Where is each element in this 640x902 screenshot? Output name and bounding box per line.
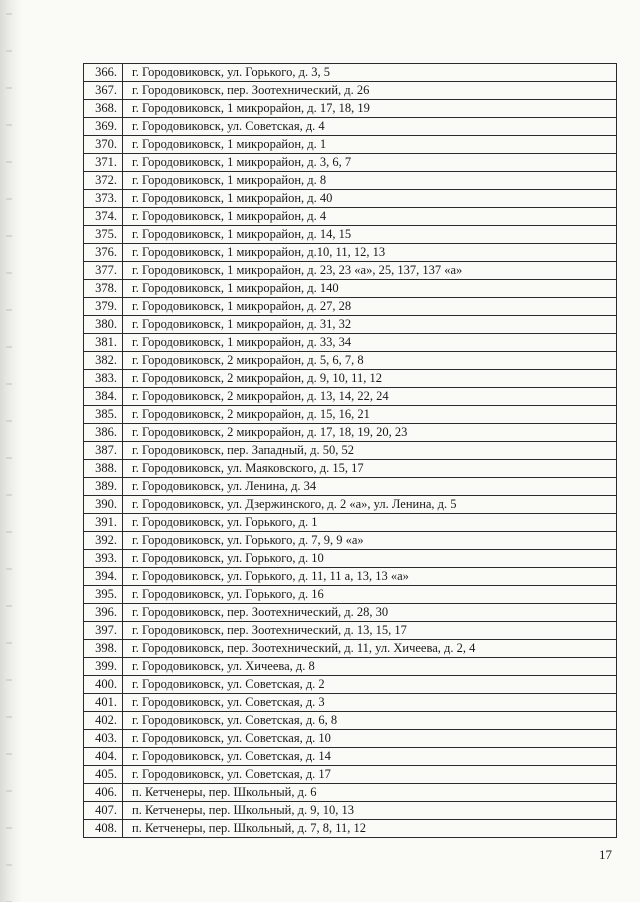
table-row xyxy=(84,640,617,658)
row-address: г. Городовиковск, ул. Горького, д. 3, 5 xyxy=(123,64,617,82)
row-number: 381. xyxy=(84,334,123,352)
row-address: г. Городовиковск, 1 микрорайон, д. 27, 28 xyxy=(123,298,617,316)
row-number: 385. xyxy=(84,406,123,424)
row-number: 396. xyxy=(84,604,123,622)
table-row xyxy=(84,316,617,334)
row-address: г. Городовиковск, 2 микрорайон, д. 15, 16, 21 xyxy=(123,406,617,424)
row-number: 387. xyxy=(84,442,123,460)
row-address: г. Городовиковск, ул. Советская, д. 17 xyxy=(123,766,617,784)
row-number: 390. xyxy=(84,496,123,514)
row-number: 395. xyxy=(84,586,123,604)
table-row xyxy=(84,262,617,280)
row-number: 393. xyxy=(84,550,123,568)
table-row xyxy=(84,280,617,298)
table-row xyxy=(84,82,617,100)
row-number: 380. xyxy=(84,316,123,334)
address-table-body xyxy=(84,64,617,838)
table-row xyxy=(84,820,617,838)
row-address: г. Городовиковск, ул. Дзержинского, д. 2 «а», ул. Ленина, д. 5 xyxy=(123,496,617,514)
row-address: г. Городовиковск, 1 микрорайон, д. 40 xyxy=(123,190,617,208)
row-number: 375. xyxy=(84,226,123,244)
row-address: г. Городовиковск, 2 микрорайон, д. 13, 14, 22, 24 xyxy=(123,388,617,406)
row-address: г. Городовиковск, 1 микрорайон, д. 140 xyxy=(123,280,617,298)
row-address: г. Городовиковск, 2 микрорайон, д. 5, 6, 7, 8 xyxy=(123,352,617,370)
row-number: 371. xyxy=(84,154,123,172)
table-row xyxy=(84,766,617,784)
row-number: 394. xyxy=(84,568,123,586)
row-number: 392. xyxy=(84,532,123,550)
scan-edge-specks xyxy=(6,0,12,902)
row-number: 398. xyxy=(84,640,123,658)
row-address: г. Городовиковск, 1 микрорайон, д. 23, 23 «а», 25, 137, 137 «а» xyxy=(123,262,617,280)
table-row xyxy=(84,802,617,820)
table-row xyxy=(84,622,617,640)
table-row xyxy=(84,658,617,676)
row-number: 372. xyxy=(84,172,123,190)
row-number: 370. xyxy=(84,136,123,154)
row-number: 369. xyxy=(84,118,123,136)
row-number: 391. xyxy=(84,514,123,532)
row-address: г. Городовиковск, 1 микрорайон, д. 1 xyxy=(123,136,617,154)
table-row xyxy=(84,406,617,424)
row-address: г. Городовиковск, ул. Ленина, д. 34 xyxy=(123,478,617,496)
table-row xyxy=(84,442,617,460)
row-number: 376. xyxy=(84,244,123,262)
table-row xyxy=(84,604,617,622)
table-row xyxy=(84,388,617,406)
table-row xyxy=(84,478,617,496)
row-number: 400. xyxy=(84,676,123,694)
row-number: 397. xyxy=(84,622,123,640)
table-row xyxy=(84,784,617,802)
row-number: 383. xyxy=(84,370,123,388)
row-address: г. Городовиковск, 1 микрорайон, д. 3, 6, 7 xyxy=(123,154,617,172)
row-number: 377. xyxy=(84,262,123,280)
table-row xyxy=(84,532,617,550)
table-row xyxy=(84,334,617,352)
row-address: г. Городовиковск, ул. Советская, д. 10 xyxy=(123,730,617,748)
row-number: 378. xyxy=(84,280,123,298)
row-address: г. Городовиковск, пер. Западный, д. 50, 52 xyxy=(123,442,617,460)
row-address: г. Городовиковск, 1 микрорайон, д. 33, 34 xyxy=(123,334,617,352)
table-row xyxy=(84,64,617,82)
row-number: 399. xyxy=(84,658,123,676)
row-address: г. Городовиковск, ул. Хичеева, д. 8 xyxy=(123,658,617,676)
table-row xyxy=(84,460,617,478)
row-address: п. Кетченеры, пер. Школьный, д. 6 xyxy=(123,784,617,802)
row-address: г. Городовиковск, пер. Зоотехнический, д. 13, 15, 17 xyxy=(123,622,617,640)
row-address: г. Городовиковск, ул. Советская, д. 4 xyxy=(123,118,617,136)
row-address: п. Кетченеры, пер. Школьный, д. 7, 8, 11, 12 xyxy=(123,820,617,838)
row-address: г. Городовиковск, ул. Горького, д. 7, 9, 9 «а» xyxy=(123,532,617,550)
row-address: г. Городовиковск, ул. Горького, д. 11, 11 а, 13, 13 «а» xyxy=(123,568,617,586)
row-number: 401. xyxy=(84,694,123,712)
row-number: 407. xyxy=(84,802,123,820)
table-row xyxy=(84,496,617,514)
row-number: 373. xyxy=(84,190,123,208)
row-number: 408. xyxy=(84,820,123,838)
table-row xyxy=(84,172,617,190)
row-number: 406. xyxy=(84,784,123,802)
row-address: г. Городовиковск, ул. Советская, д. 6, 8 xyxy=(123,712,617,730)
row-address: г. Городовиковск, 2 микрорайон, д. 9, 10, 11, 12 xyxy=(123,370,617,388)
row-address: г. Городовиковск, ул. Маяковского, д. 15, 17 xyxy=(123,460,617,478)
row-address: г. Городовиковск, ул. Советская, д. 14 xyxy=(123,748,617,766)
row-address: г. Городовиковск, 1 микрорайон, д. 4 xyxy=(123,208,617,226)
row-number: 379. xyxy=(84,298,123,316)
row-number: 382. xyxy=(84,352,123,370)
row-address: г. Городовиковск, пер. Зоотехнический, д. 28, 30 xyxy=(123,604,617,622)
row-address: г. Городовиковск, 1 микрорайон, д.10, 11, 12, 13 xyxy=(123,244,617,262)
row-address: г. Городовиковск, 1 микрорайон, д. 14, 15 xyxy=(123,226,617,244)
row-number: 368. xyxy=(84,100,123,118)
row-address: г. Городовиковск, ул. Горького, д. 1 xyxy=(123,514,617,532)
table-row xyxy=(84,190,617,208)
row-address: г. Городовиковск, 1 микрорайон, д. 31, 32 xyxy=(123,316,617,334)
row-address: г. Городовиковск, 1 микрорайон, д. 8 xyxy=(123,172,617,190)
row-address: г. Городовиковск, 1 микрорайон, д. 17, 18, 19 xyxy=(123,100,617,118)
table-row xyxy=(84,550,617,568)
row-number: 388. xyxy=(84,460,123,478)
row-number: 403. xyxy=(84,730,123,748)
table-row xyxy=(84,424,617,442)
row-number: 366. xyxy=(84,64,123,82)
row-address: г. Городовиковск, пер. Зоотехнический, д. 11, ул. Хичеева, д. 2, 4 xyxy=(123,640,617,658)
row-address: г. Городовиковск, ул. Горького, д. 10 xyxy=(123,550,617,568)
row-address: г. Городовиковск, 2 микрорайон, д. 17, 18, 19, 20, 23 xyxy=(123,424,617,442)
table-row xyxy=(84,208,617,226)
table-row xyxy=(84,100,617,118)
row-number: 374. xyxy=(84,208,123,226)
table-row xyxy=(84,694,617,712)
table-row xyxy=(84,748,617,766)
row-number: 386. xyxy=(84,424,123,442)
row-address: п. Кетченеры, пер. Школьный, д. 9, 10, 13 xyxy=(123,802,617,820)
row-number: 402. xyxy=(84,712,123,730)
row-number: 367. xyxy=(84,82,123,100)
table-row xyxy=(84,154,617,172)
table-row xyxy=(84,298,617,316)
address-table xyxy=(83,63,617,838)
row-address: г. Городовиковск, ул. Советская, д. 2 xyxy=(123,676,617,694)
row-number: 404. xyxy=(84,748,123,766)
row-address: г. Городовиковск, ул. Советская, д. 3 xyxy=(123,694,617,712)
table-row xyxy=(84,514,617,532)
table-row xyxy=(84,586,617,604)
table-row xyxy=(84,118,617,136)
table-row xyxy=(84,244,617,262)
row-address: г. Городовиковск, пер. Зоотехнический, д. 26 xyxy=(123,82,617,100)
table-row xyxy=(84,352,617,370)
row-number: 389. xyxy=(84,478,123,496)
table-row xyxy=(84,136,617,154)
table-row xyxy=(84,226,617,244)
page-number: 17 xyxy=(599,847,612,862)
row-number: 405. xyxy=(84,766,123,784)
table-row xyxy=(84,730,617,748)
table-row xyxy=(84,370,617,388)
row-number: 384. xyxy=(84,388,123,406)
table-row xyxy=(84,568,617,586)
table-row xyxy=(84,676,617,694)
row-address: г. Городовиковск, ул. Горького, д. 16 xyxy=(123,586,617,604)
table-row xyxy=(84,712,617,730)
